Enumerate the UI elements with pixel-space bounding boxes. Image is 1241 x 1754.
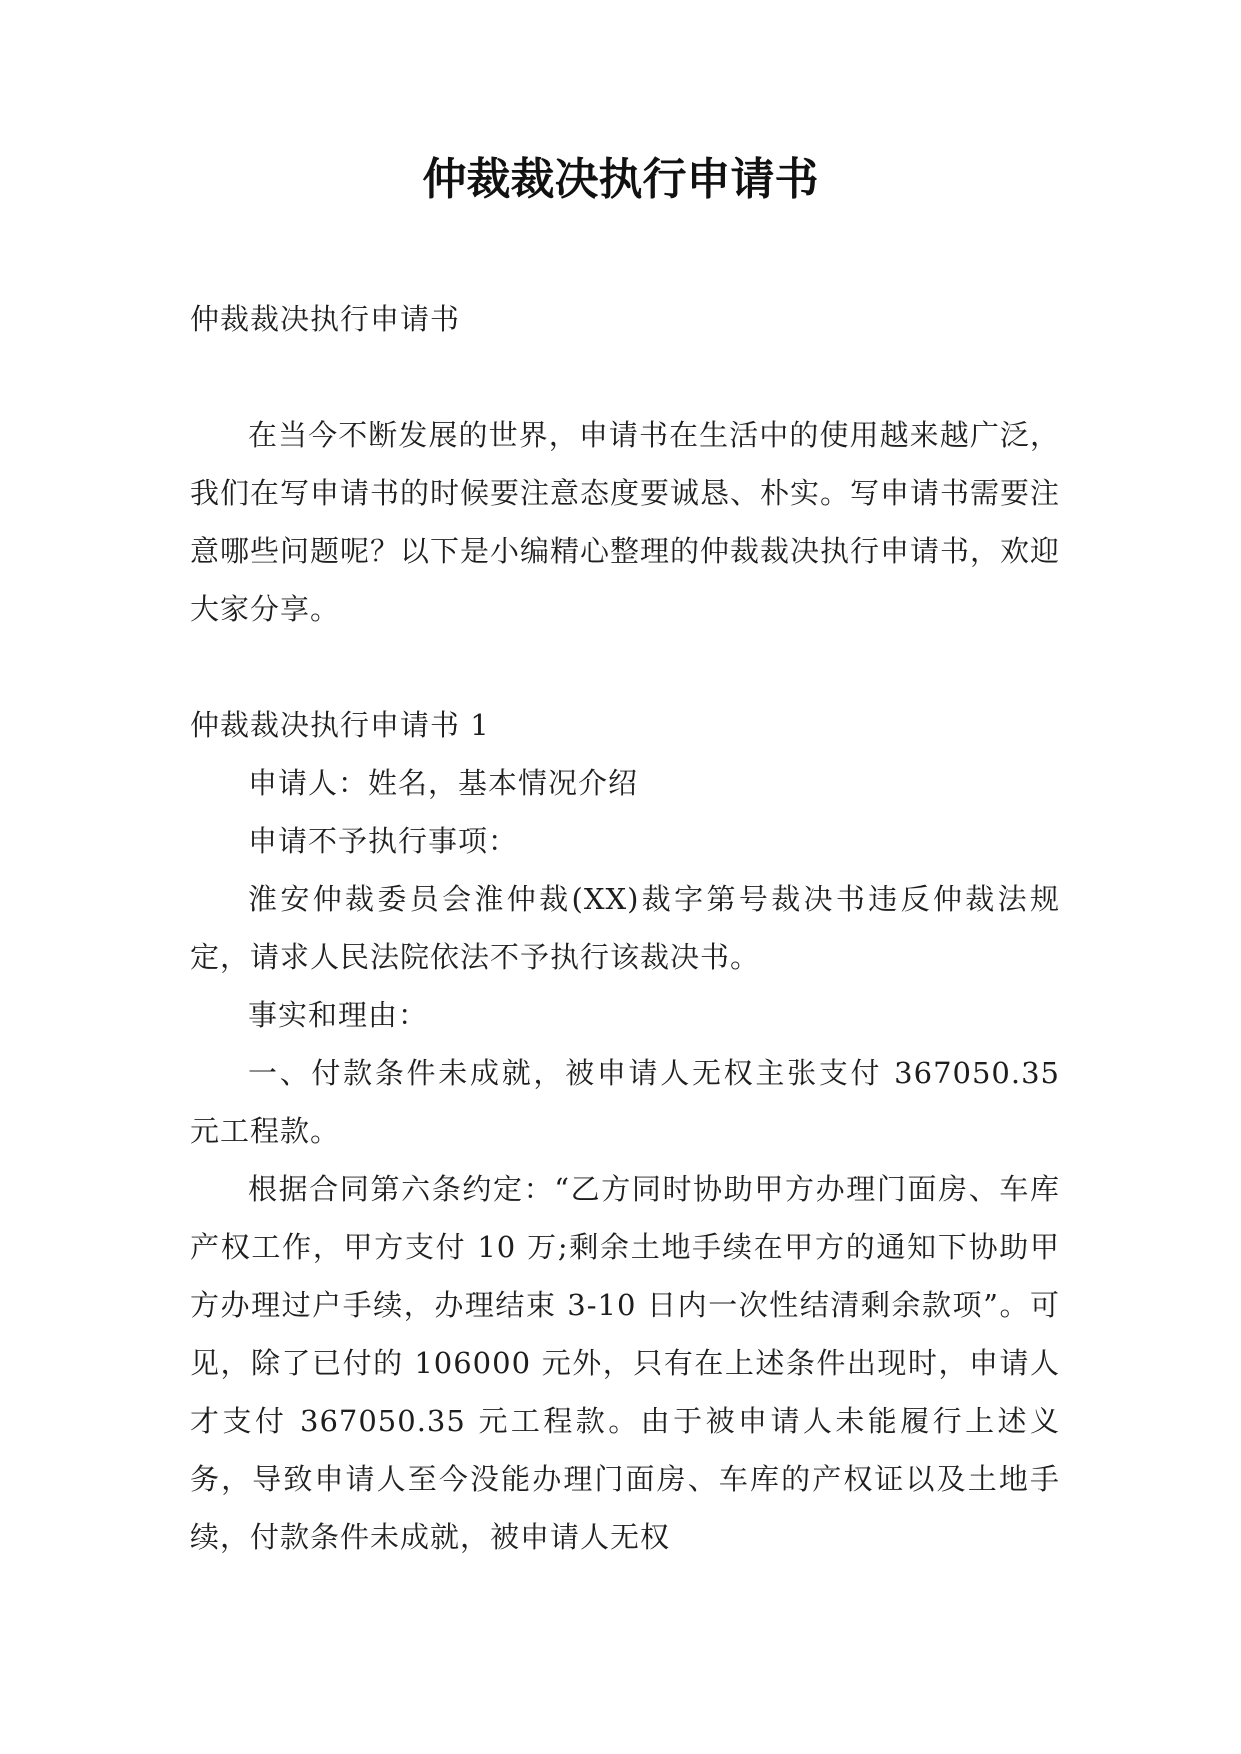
point-one-detail: 根据合同第六条约定：“乙方同时协助甲方办理门面房、车库产权工作，甲方支付 10 万;剩余土地手续在甲方的通知下协助甲方办理过户手续，办理结束 3-10 日内一次性结清剩余款项”。可见，除了已付的 106000 元外，只有在上述条件出现时，申请人才支付 367050.35 元工程款。由于被申请人未能履行上述义务，导致申请人至今没能办理门面房、车库的产权证以及土地手续，付款条件未成就，被申请人无权 — [190, 1172, 1060, 1554]
intro-paragraph: 在当今不断发展的世界，申请书在生活中的使用越来越广泛，我们在写申请书的时候要注意态度要诚恳、朴实。写申请书需要注意哪些问题呢？以下是小编精心整理的仲裁裁决执行申请书，欢迎大家分享。 — [190, 418, 1061, 626]
document-title: 仲裁裁决执行申请书 — [422, 154, 819, 205]
document-body — [190, 290, 1060, 1566]
document-subtitle: 仲裁裁决执行申请书 — [190, 302, 461, 336]
matters-heading: 申请不予执行事项： — [248, 824, 519, 858]
matters-paragraph: 淮安仲裁委员会淮仲裁(XX)裁字第号裁决书违反仲裁法规定，请求人民法院依法不予执行该裁决书。 — [190, 882, 1060, 974]
applicant-line: 申请人：姓名，基本情况介绍 — [248, 766, 639, 800]
section-heading: 仲裁裁决执行申请书 1 — [190, 708, 490, 742]
point-one: 一、付款条件未成就，被申请人无权主张支付 367050.35 元工程款。 — [190, 1056, 1060, 1148]
facts-heading: 事实和理由： — [248, 998, 429, 1032]
